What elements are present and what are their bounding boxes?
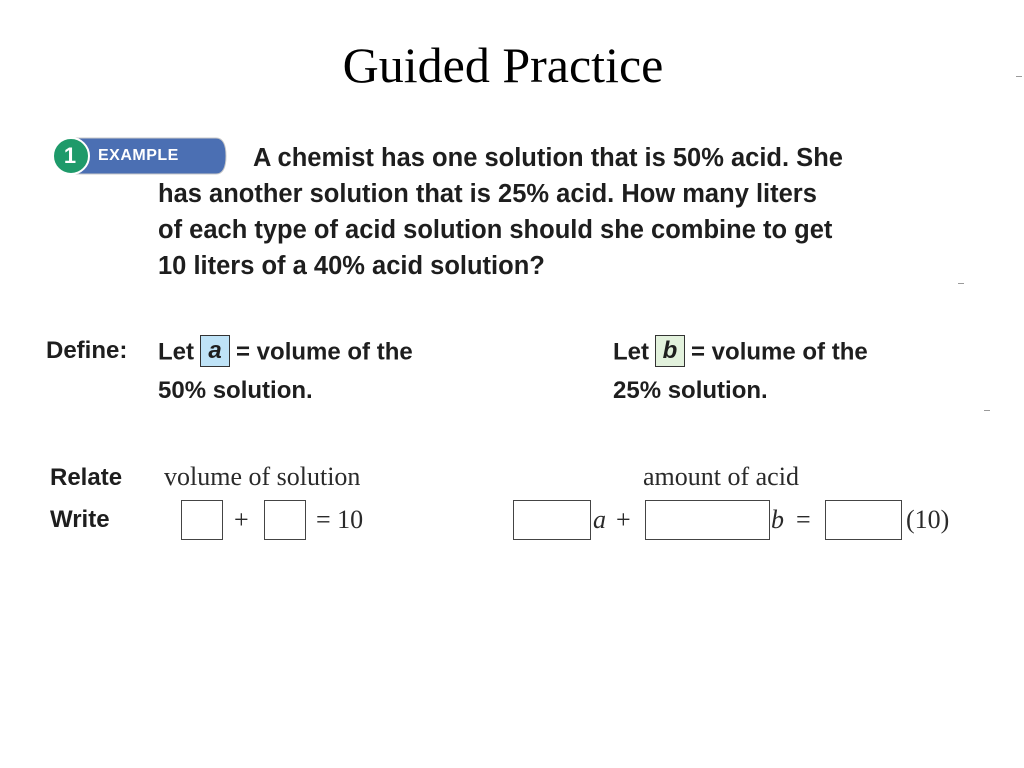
slide-title: Guided Practice bbox=[342, 37, 664, 93]
define-left-let: Let bbox=[158, 338, 194, 366]
edge-mark bbox=[958, 283, 964, 284]
plus-sign-1: + bbox=[234, 505, 249, 534]
problem-line-2: has another solution that is 25% acid. How many liters bbox=[158, 180, 817, 208]
define-right-let: Let bbox=[613, 338, 649, 366]
example-number: 1 bbox=[63, 143, 77, 168]
variable-b-box: b bbox=[655, 335, 685, 367]
example-badge bbox=[52, 136, 228, 176]
problem-line-1: A chemist has one solution that is 50% acid. She bbox=[253, 144, 843, 172]
blank-acid-coeff-b[interactable] bbox=[645, 500, 770, 540]
equals-sign: = bbox=[796, 505, 811, 534]
blank-acid-coeff-a[interactable] bbox=[513, 500, 591, 540]
relate-right-text: amount of acid bbox=[643, 462, 799, 491]
define-left-line2: 50% solution. bbox=[158, 377, 313, 404]
relate-left-text: volume of solution bbox=[164, 462, 361, 491]
relate-label: Relate bbox=[50, 464, 123, 491]
equals-ten: = 10 bbox=[316, 505, 364, 534]
plus-sign-2: + bbox=[616, 505, 631, 534]
define-label: Define: bbox=[46, 337, 128, 364]
define-right bbox=[613, 337, 868, 369]
ten-parenthesized: (10) bbox=[906, 505, 950, 534]
define-left-eq: = volume of the bbox=[236, 338, 413, 366]
blank-volume-b[interactable] bbox=[264, 500, 306, 540]
define-left bbox=[158, 337, 413, 369]
edge-mark bbox=[1016, 76, 1022, 77]
var-a: a bbox=[593, 505, 606, 534]
define-right-line2: 25% solution. bbox=[613, 377, 768, 404]
problem-line-4: 10 liters of a 40% acid solution? bbox=[158, 252, 545, 280]
variable-a-box: a bbox=[200, 335, 230, 367]
write-label: Write bbox=[50, 506, 110, 533]
blank-acid-total[interactable] bbox=[825, 500, 902, 540]
define-right-eq: = volume of the bbox=[691, 338, 868, 366]
edge-mark bbox=[984, 410, 990, 411]
var-b: b bbox=[771, 505, 784, 534]
blank-volume-a[interactable] bbox=[181, 500, 223, 540]
problem-line-3: of each type of acid solution should she combine to get bbox=[158, 216, 833, 244]
example-label: EXAMPLE bbox=[98, 147, 179, 164]
